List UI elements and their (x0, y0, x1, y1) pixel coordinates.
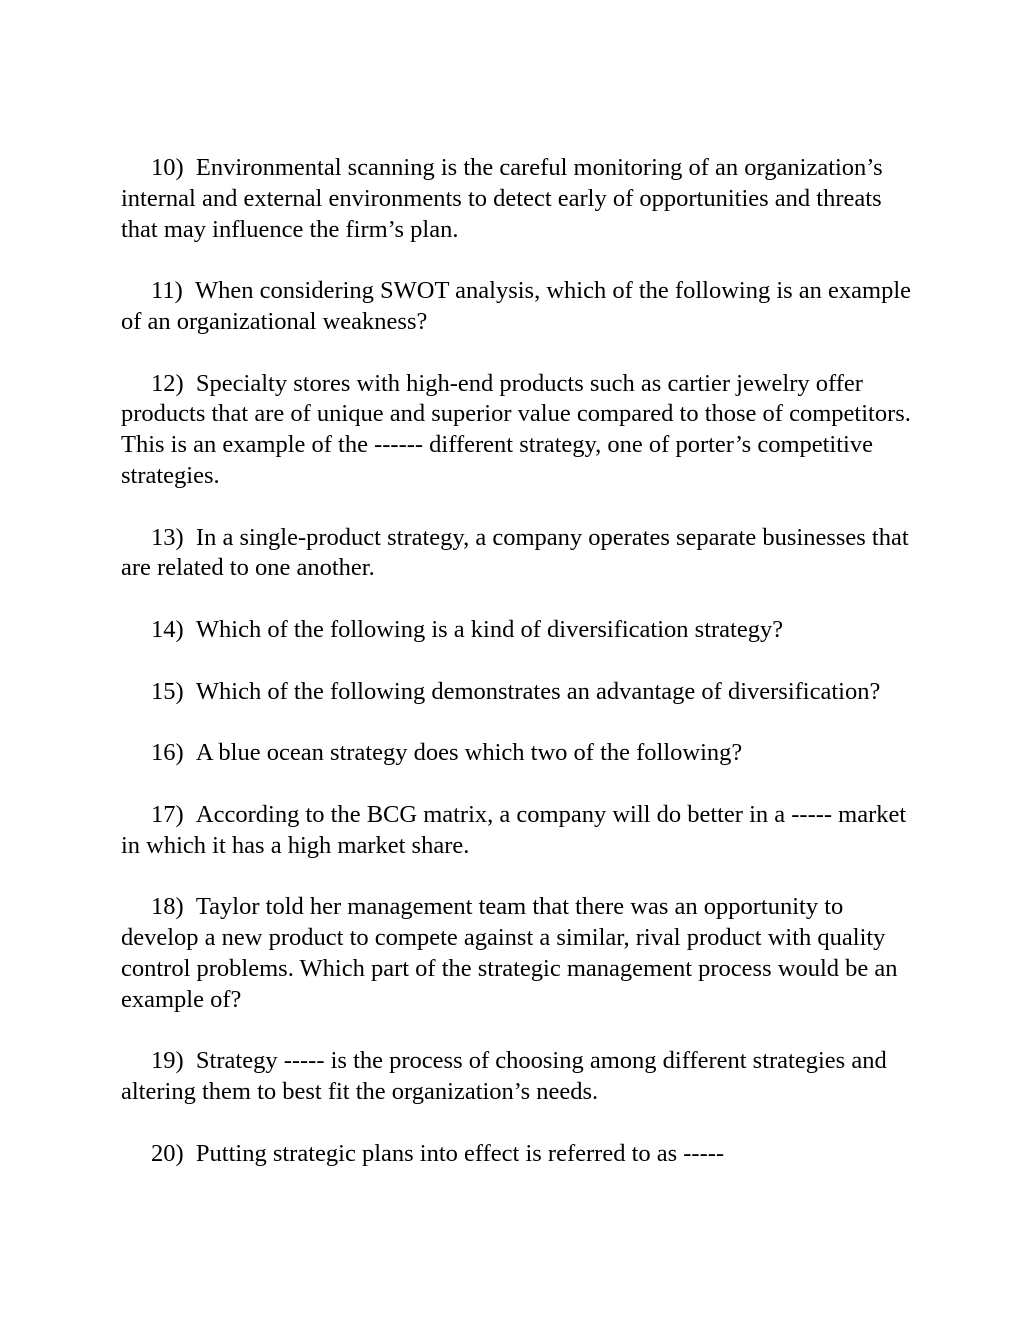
question-text: A blue ocean strategy does which two of the following? (195, 739, 743, 767)
question-number: 12) (151, 369, 184, 397)
question-text: In a single-product strategy, a company operates separate businesses that are related to one another. (121, 523, 909, 582)
question-text: Putting strategic plans into effect is referred to as ----- (195, 1139, 725, 1167)
question-text: Specialty stores with high-end products such as cartier jewelry offer products that are of unique and superior value compared to those of competitors. This is an example of the ------ different strategy, one of porter’s competitive strategies. (121, 369, 911, 489)
question-13 (121, 523, 911, 585)
question-number: 15) (151, 677, 184, 705)
question-12 (121, 369, 911, 492)
question-text: Which of the following is a kind of diversification strategy? (195, 615, 784, 643)
question-number: 18) (151, 893, 184, 921)
question-16 (121, 738, 911, 769)
question-number: 10) (151, 154, 184, 181)
question-text: Environmental scanning is the careful monitoring of an organization’s internal and external environments to detect early of opportunities and threats that may influence the firm’s plan. (121, 154, 883, 243)
question-14 (121, 615, 911, 646)
question-number: 16) (151, 739, 184, 767)
question-19 (121, 1046, 911, 1108)
question-number: 17) (151, 800, 184, 828)
question-11 (121, 276, 911, 338)
question-number: 11) (151, 277, 183, 305)
question-text: When considering SWOT analysis, which of the following is an example of an organizational weakness? (121, 277, 912, 335)
question-number: 20) (151, 1139, 184, 1167)
question-18 (121, 892, 911, 1015)
question-17 (121, 800, 911, 862)
document-page (121, 153, 911, 1200)
question-number: 19) (151, 1047, 184, 1075)
question-15 (121, 677, 911, 708)
question-text: According to the BCG matrix, a company will do better in a ----- market in which it has a high market share. (121, 800, 907, 859)
question-text: Taylor told her management team that there was an opportunity to develop a new product to compete against a similar, rival product with quality control problems. Which part of the strategic management process would be an example of? (121, 893, 898, 1013)
question-20 (121, 1139, 911, 1170)
question-number: 13) (151, 523, 184, 551)
question-10 (121, 153, 911, 245)
question-text: Which of the following demonstrates an advantage of diversification? (195, 677, 881, 705)
question-text: Strategy ----- is the process of choosing among different strategies and altering them to best fit the organization’s needs. (121, 1047, 887, 1105)
question-number: 14) (151, 615, 184, 643)
